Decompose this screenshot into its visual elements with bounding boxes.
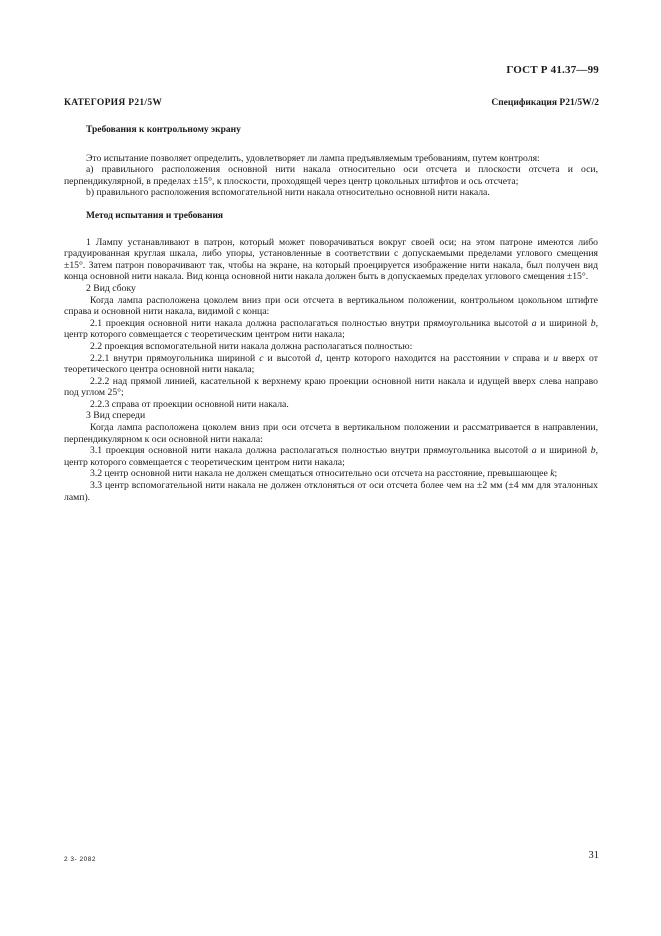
paragraph-3-1: 3.1 проекция основной нити накала должна располагаться полностью внутри прямоугольника высотой a и шириной b, центр которого совмещается с теоретическим центром нити накала; bbox=[64, 445, 598, 468]
paragraph-3-2: 3.2 центр основной нити накала не должен смещаться относительно оси отсчета на расстояние, превышающее k; bbox=[90, 468, 558, 480]
paragraph-2: Когда лампа расположена цоколем вниз при оси отсчета в вертикальном положении, контрольном цокольном штифте справа и основной нити накала, видимой с конца: bbox=[64, 294, 598, 318]
paragraph-3-title: 3 Вид спереди bbox=[86, 410, 146, 422]
paragraph-2-title: 2 Вид сбоку bbox=[86, 282, 136, 294]
paragraph-2-2-3: 2.2.3 справа от проекции основной нити накала. bbox=[90, 398, 289, 410]
paragraph-3-3: 3.3 центр вспомогательной нити накала не должен отклоняться от оси отсчета более чем на ±2 мм (±4 мм для эталонных ламп). bbox=[64, 480, 598, 503]
section-heading-test-method: Метод испытания и требования bbox=[86, 210, 224, 221]
category-heading: КАТЕГОРИЯ P21/5W bbox=[64, 98, 163, 108]
document-body bbox=[64, 118, 598, 503]
paragraph-1: 1 Лампу устанавливают в патрон, который может поворачиваться вокруг своей оси; на этом патроне имеются либо градуированная круглая шкала, либо упоры, установленные в соответствии с допускаемыми пределами углового смещения ±15°. Затем патрон поворачивают так, чтобы на экране, на который проецируется изображение нити накала, был получен вид конца основной нити накала. Вид конца основной нити накала должен быть в допускаемых пределах углового смещения ±15°. bbox=[64, 236, 598, 283]
paragraph-2-2-1: 2.2.1 внутри прямоугольника шириной c и высотой d, центр которого находится на расстоянии v справа и u вверх от теоретического центра основной нити накала; bbox=[64, 352, 598, 376]
paragraph-item-b: b) правильного расположения вспомогательной нити накала относительно основной нити накала. bbox=[86, 187, 490, 199]
section-heading-screen-requirements: Требования к контрольному экрану bbox=[86, 125, 241, 135]
paragraph-item-a: а) правильного расположения основной нити накала относительно оси отсчета и плоскости отсчета и оси, перпендикулярной, в пределах ±15°, к плоскости, проходящей через центр цокольных штифтов и ось отсчета; bbox=[64, 164, 598, 187]
page-number: 31 bbox=[588, 850, 599, 861]
paragraph-2-2-2: 2.2.2 над прямой линией, касательной к верхнему краю проекции основной нити накала и идущей вверх слева направо под углом 25°; bbox=[64, 375, 598, 399]
paragraph-2-1: 2.1 проекция основной нити накала должна располагаться полностью внутри прямоугольника высотой a и шириной b, центр которого совмещается с теоретическим центром нити накала; bbox=[64, 317, 598, 341]
footer-print-code: 2 3- 2082 bbox=[64, 856, 96, 863]
standard-number: ГОСТ Р 41.37—99 bbox=[506, 64, 599, 76]
paragraph-3: Когда лампа расположена цоколем вниз при оси отсчета в вертикальном положении и рассматривается в направлении, перпендикулярном к оси основной нити накала: bbox=[64, 422, 598, 445]
paragraph-intro: Это испытание позволяет определить, удовлетворяет ли лампа предъявляемым требованиям, путем контроля: bbox=[86, 152, 540, 164]
specification-heading: Спецификация P21/5W/2 bbox=[491, 98, 599, 108]
paragraph-2-2: 2.2 проекция вспомогательной нити накала должна располагаться полностью: bbox=[90, 340, 413, 352]
